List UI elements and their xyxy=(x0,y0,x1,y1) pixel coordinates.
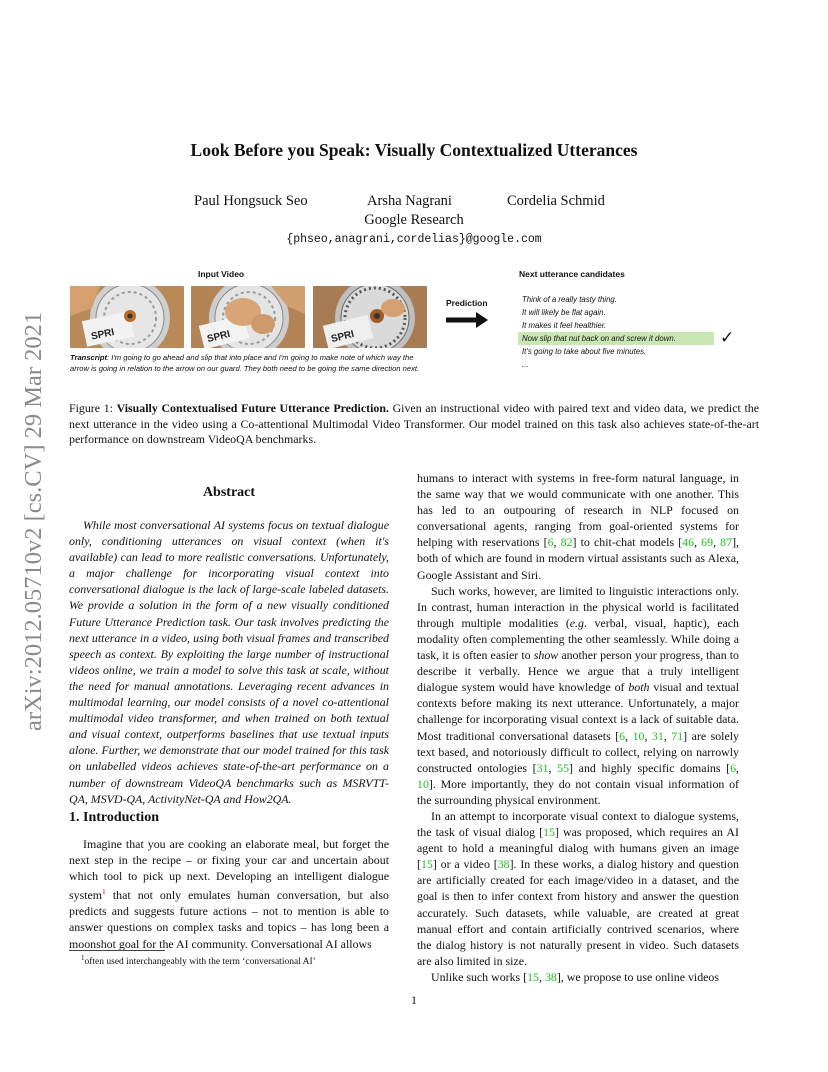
transcript-body: : I'm going to go ahead and slip that into place and I'm going to make note of which way the arrow is going in relation to the arrow on our guard. They both need to be going the same direction next. xyxy=(70,353,420,373)
author-name: Cordelia Schmid xyxy=(507,193,605,209)
video-frame xyxy=(70,286,184,348)
author-name: Arsha Nagrani xyxy=(367,193,452,209)
body-text: show xyxy=(533,648,559,663)
body-text: Such works, however, are limited to linguistic interactions only. In contrast, human interaction in the physical world is facilitated through multiple modalities ( xyxy=(417,583,739,630)
footnote xyxy=(81,954,316,967)
arxiv-stamp: arXiv:2012.05710v2 [cs.CV] 29 Mar 2021 xyxy=(20,311,47,731)
transcript-text xyxy=(70,352,430,374)
footnote-divider xyxy=(69,950,165,951)
svg-text:SPRI: SPRI xyxy=(206,328,232,346)
body-text: , xyxy=(736,760,739,775)
body-text: , xyxy=(713,535,721,550)
svg-text:SPRI: SPRI xyxy=(90,326,116,343)
candidate-item: It will likely be flat again. xyxy=(522,308,606,317)
email-address[interactable]: {phseo,anagrani,cordelias}@google.com xyxy=(286,233,542,246)
candidate-item: It's going to take about five minutes. xyxy=(522,347,647,356)
candidate-item: Think of a really tasty thing. xyxy=(522,295,617,304)
citation-link[interactable]: 6 xyxy=(619,728,626,743)
citation-link[interactable]: 82 xyxy=(560,535,573,550)
body-paragraph xyxy=(417,969,739,985)
svg-text:SPRI: SPRI xyxy=(330,328,356,346)
citation-link[interactable]: 46 xyxy=(682,535,695,550)
intro-paragraph xyxy=(69,836,389,952)
footnote-mark: 1 xyxy=(81,954,85,962)
body-text: ] to chit-chat models [ xyxy=(572,535,683,550)
footnote-text: often used interchangeably with the term ‘conversational AI’ xyxy=(84,957,316,968)
candidate-item: ... xyxy=(522,360,529,369)
citation-link[interactable]: 38 xyxy=(497,857,510,872)
input-video-label: Input Video xyxy=(198,269,245,279)
body-paragraph xyxy=(417,583,739,808)
citation-link[interactable]: 6 xyxy=(730,760,737,775)
saw-blade-image xyxy=(191,286,305,348)
citation-link[interactable]: 15 xyxy=(543,825,555,840)
right-arrow-icon xyxy=(446,312,488,328)
intro-text: Imagine that you are cooking an elaborate meal, but forget the next step in the recipe – or fixing your car and uncertain about which tool to pick up next. Developing an intelligent dialogue system xyxy=(69,837,389,903)
body-text: , xyxy=(644,728,652,743)
section-heading: 1. Introduction xyxy=(69,810,159,825)
body-paragraph xyxy=(417,470,739,583)
video-frame xyxy=(191,286,305,348)
citation-link[interactable]: 55 xyxy=(557,760,570,775)
right-column xyxy=(417,470,739,985)
body-text: both xyxy=(628,680,650,695)
footnote-link[interactable]: 1 xyxy=(102,887,106,897)
saw-blade-image xyxy=(70,286,184,348)
citation-link[interactable]: 87 xyxy=(720,535,733,550)
body-text: ], we propose to use online videos xyxy=(556,969,719,984)
citation-link[interactable]: 71 xyxy=(671,728,684,743)
citation-link[interactable]: 10 xyxy=(632,728,645,743)
candidates-label: Next utterance candidates xyxy=(519,269,625,279)
video-frame xyxy=(313,286,427,348)
body-text: ] was proposed, which requires an AI agent to hold a meaningful dialog with humans given an image [ xyxy=(417,825,739,872)
citation-link[interactable]: 31 xyxy=(651,728,664,743)
body-text: , xyxy=(663,728,672,743)
citation-link[interactable]: 69 xyxy=(701,535,714,550)
candidate-item: It makes it feel healthier. xyxy=(522,321,607,330)
abstract-heading: Abstract xyxy=(202,485,256,500)
citation-link[interactable]: 31 xyxy=(536,760,549,775)
body-text: ] and highly specific domains [ xyxy=(569,760,731,775)
paper-title: Look Before you Speak: Visually Contextualized Utterances xyxy=(190,140,638,160)
body-text: ]. In these works, a dialog history and question are artificially created for each image/video in a dataset, and the goal is then to infer context from history and answer the question accurately. Such datasets, while valuable, are created at great manual effort and contain artificially contrived scenarios, where the dialog history is not naturally present in video. Such datasets are also limited in size. xyxy=(417,857,739,968)
body-text: Unlike such works [ xyxy=(431,969,528,984)
body-text: , xyxy=(539,969,545,984)
body-text: , xyxy=(694,535,702,550)
body-text: another person your progress, than to describe it verbally. Hence we argue that a truly intelligent dialogue system would have knowledge of xyxy=(417,648,740,695)
caption-body: Given an instructional video with paired text and video data, we predict the next utterance in the video using a Co-attentional Multimodal Video Transformer. Our model trained on this task also achieves state-of-the-art performance on downstream VideoQA benchmarks. xyxy=(69,401,759,446)
body-text: ], both of which are found in modern virtual assistants such as Alexa, Google Assistant and Siri. xyxy=(417,535,739,582)
candidate-item-correct: Now slip that nut back on and screw it down. xyxy=(518,332,714,345)
body-text: , xyxy=(625,728,633,743)
body-text: e.g xyxy=(569,615,584,630)
citation-link[interactable]: 6 xyxy=(547,535,554,550)
body-text: . verbal, visual, haptic), each modality often complementing the other seamlessly. While doing a task, it is often easier to xyxy=(417,615,739,663)
body-text: humans to interact with systems in free-form natural language, in the same way that we would communicate with one another. This has led to an outpouring of research in NLP focused on conversational agents, ranging from goal-oriented systems for helping with reservations [ xyxy=(417,471,739,550)
citation-link[interactable]: 38 xyxy=(544,969,557,984)
check-mark-icon: ✓ xyxy=(720,328,735,348)
body-text: , xyxy=(553,535,561,550)
body-text: visual and textual contexts before making its next utterance. Unfortunately, a major challenge for incorporating visual context is a lack of suitable data. Most traditional conversational datasets [ xyxy=(417,680,739,743)
citation-link[interactable]: 15 xyxy=(527,969,539,984)
affiliation: Google Research xyxy=(364,212,464,228)
body-text: ] or a video [ xyxy=(432,857,498,872)
author-name: Paul Hongsuck Seo xyxy=(194,193,308,209)
saw-blade-image xyxy=(313,286,427,348)
caption-prefix: Figure 1: xyxy=(69,401,113,415)
transcript-label: Transcript xyxy=(70,353,107,362)
body-text: ] are solely text based, and notoriously difficult to collect, relying on narrowly constructed ontologies [ xyxy=(417,728,739,775)
page-number: 1 xyxy=(411,993,417,1007)
body-text: In an attempt to incorporate visual context to dialogue systems, the task of visual dialog [ xyxy=(417,808,739,840)
prediction-label: Prediction xyxy=(446,298,488,308)
abstract-text: While most conversational AI systems focus on textual dialogue only, conditioning utterances on visual context (when it's available) can lead to more realistic conversations. Unfortunately, a major challenge for incorporating visual context into conversational dialogue is the lack of large-scale labeled datasets. We provide a solution in the form of a new visually conditioned Future Utterance Prediction task. Our task involves predicting the next utterance in a video, using both visual frames and transcribed speech as context. By exploiting the large number of instructional videos online, we train a model to solve this task at scale, without the need for manual annotations. Leveraging recent advances in multimodal learning, our model consists of a novel co-attentional multimodal video transformer, and when trained on both textual and visual context, outperforms baselines that use textual inputs alone. Further, we demonstrate that our model trained for this task on unlabelled videos achieves state-of-the-art performance on a number of downstream VideoQA benchmarks such as MSRVTT-QA, MSVD-QA, ActivityNet-QA and How2QA. xyxy=(69,518,389,806)
caption-title: Visually Contextualised Future Utterance Prediction. xyxy=(116,401,389,415)
body-paragraph xyxy=(417,808,739,969)
citation-link[interactable]: 15 xyxy=(420,857,433,872)
body-text: ]. More importantly, they do not contain visual information of the surrounding physical environment. xyxy=(417,776,739,807)
candidate-list xyxy=(518,293,714,371)
citation-link[interactable]: 10 xyxy=(417,776,429,791)
intro-text: that not only emulates human conversation, but also predicts and suggests future actions – not to mention is able to answer questions on complex tasks and topics – has long been a moonshot goal for the AI community. Conversational AI allows xyxy=(69,888,389,951)
body-text: , xyxy=(548,760,558,775)
figure-caption xyxy=(69,401,759,448)
